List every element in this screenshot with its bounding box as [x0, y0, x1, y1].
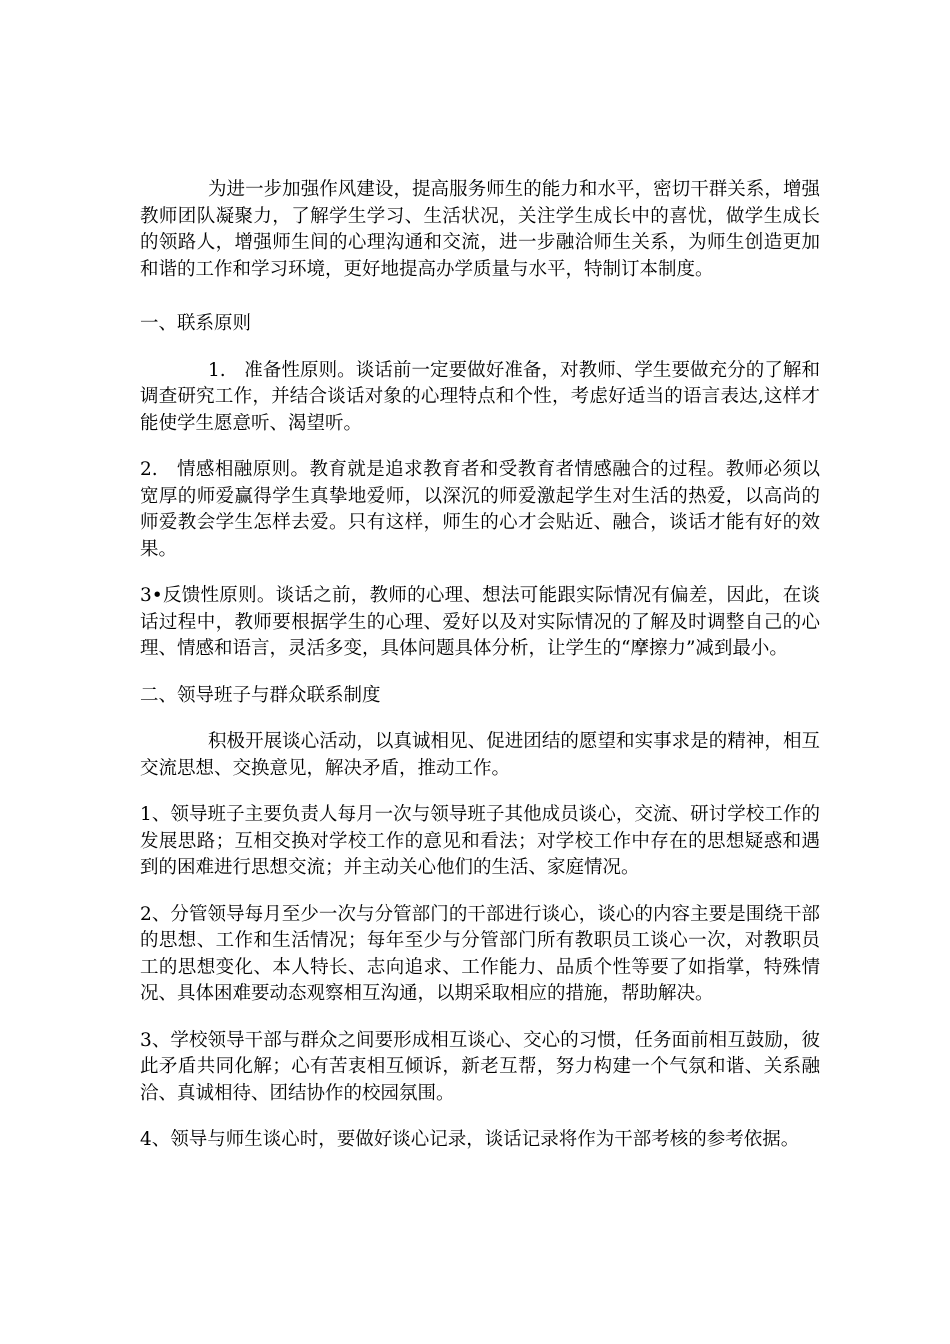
section-2-lead-paragraph: 积极开展谈心活动，以真诚相见、促进团结的愿望和实事求是的精神，相互交流思想、交换意见，解决矛盾，推动工作。 [140, 731, 820, 779]
rule-4-paragraph: 4、领导与师生谈心时，要做好谈心记录，谈话记录将作为干部考核的参考依据。 [140, 1129, 800, 1150]
section-1-heading: 一、联系原则 [140, 313, 252, 334]
principle-1-paragraph: 1. 准备性原则。谈话前一定要做好准备，对教师、学生要做充分的了解和调查研究工作，并结合谈话对象的心理特点和个性，考虑好适当的语言表达,这样才能使学生愿意听、渴望听。 [140, 359, 820, 434]
principle-3-paragraph: 3•反馈性原则。谈话之前，教师的心理、想法可能跟实际情况有偏差，因此，在谈话过程中，教师要根据学生的心理、爱好以及对实际情况的了解及时调整自己的心理、情感和语言，灵活多变，具体问题具体分析，让学生的“摩擦力”减到最小。 [140, 585, 820, 659]
document-body [140, 177, 820, 1174]
principle-2-paragraph: 2. 情感相融原则。教育就是追求教育者和受教育者情感融合的过程。教师必须以宽厚的师爱赢得学生真挚地爱师，以深沉的师爱激起学生对生活的热爱，以高尚的师爱教会学生怎样去爱。只有这样，师生的心才会贴近、融合，谈话才能有好的效果。 [140, 459, 820, 560]
rule-3-paragraph: 3、学校领导干部与群众之间要形成相互谈心、交心的习惯，任务面前相互鼓励，彼此矛盾共同化解；心有苦衷相互倾诉，新老互帮，努力构建一个气氛和谐、关系融洽、真诚相待、团结协作的校园氛围。 [140, 1029, 820, 1104]
rule-2-paragraph: 2、分管领导每月至少一次与分管部门的干部进行谈心，谈心的内容主要是围绕干部的思想、工作和生活情况；每年至少与分管部门所有教职员工谈心一次，对教职员工的思想变化、本人特长、志向追求、工作能力、品质个性等要了如指掌，特殊情况、具体困难要动态观察相互沟通，以期采取相应的措施，帮助解决。 [140, 903, 820, 1004]
rule-1-paragraph: 1、领导班子主要负责人每月一次与领导班子其他成员谈心，交流、研讨学校工作的发展思路；互相交换对学校工作的意见和看法；对学校工作中存在的思想疑惑和遇到的困难进行思想交流；并主动关心他们的生活、家庭情况。 [140, 804, 820, 878]
section-2-heading: 二、领导班子与群众联系制度 [140, 684, 381, 706]
intro-paragraph: 为进一步加强作风建设，提高服务师生的能力和水平，密切干群关系，增强教师团队凝聚力，了解学生学习、生活状况，关注学生成长中的喜忧，做学生成长的领路人，增强师生间的心理沟通和交流，进一步融洽师生关系，为师生创造更加和谐的工作和学习环境，更好地提高办学质量与水平，特制订本制度。 [140, 179, 820, 280]
